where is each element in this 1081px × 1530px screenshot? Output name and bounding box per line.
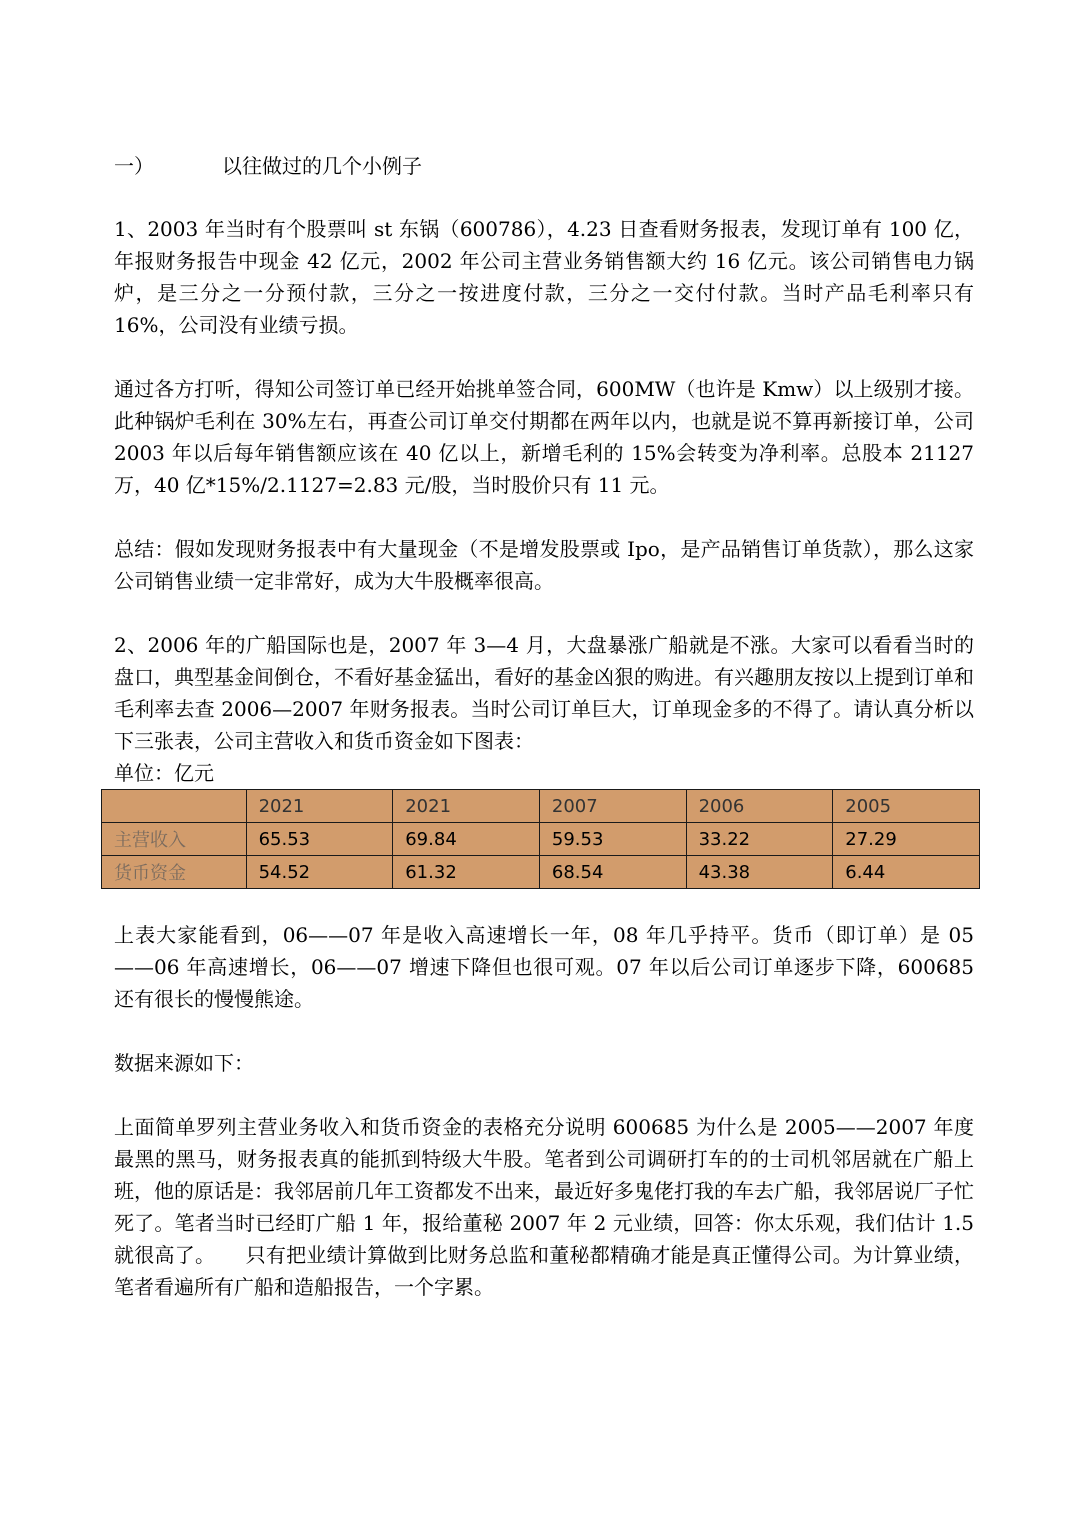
table-cell: 65.53 xyxy=(246,823,393,856)
table-cell: 69.84 xyxy=(393,823,540,856)
table-cell: 68.54 xyxy=(539,856,686,889)
table-header-cell: 2021 xyxy=(393,790,540,823)
paragraph-example-2: 2、2006 年的广船国际也是，2007 年 3—4 月，大盘暴涨广船就是不涨。大家可以看看当时的盘口，典型基金间倒仓，不看好基金猛出，看好的基金凶狠的购进。有兴趣朋友按以上提到订单和毛利率去查 2006—2007 年财务报表。当时公司订单巨大，订单现金多的不得了。请认真分析以下三张表，公司主营收入和货币资金如下图表： xyxy=(114,633,974,753)
paragraph-example-1: 1、2003 年当时有个股票叫 st 东锅（600786），4.23 日查看财务报表，发现订单有 100 亿，年报财务报告中现金 42 亿元，2002 年公司主营业务销售额大约 16 亿元。该公司销售电力锅炉，是三分之一分预付款，三分之一按进度付款，三分之一交付付款。当时产品毛利率只有 16%，公司没有业绩亏损。 xyxy=(114,217,974,337)
table-unit-label: 单位：亿元 xyxy=(114,761,214,785)
paragraph-conclusion: 上面简单罗列主营业务收入和货币资金的表格充分说明 600685 为什么是 2005——2007 年度最黑的黑马，财务报表真的能抓到特级大牛股。笔者到公司调研打车的的士司机邻居就在广船上班，他的原话是：我邻居前几年工资都发不出来，最近好多鬼佬打我的车去广船，我邻居说厂子忙死了。笔者当时已经盯广船 1 年，报给董秘 2007 年 2 元业绩，回答：你太乐观，我们估计 1.5 就很高了。 只有把业绩计算做到比财务总监和董秘都精确才能是真正懂得公司。为计算业绩，笔者看遍所有广船和造船报告，一个字累。 xyxy=(114,1115,974,1299)
table-cell: 59.53 xyxy=(539,823,686,856)
table-cell: 6.44 xyxy=(833,856,980,889)
table-cell: 27.29 xyxy=(833,823,980,856)
section-number: 一） xyxy=(114,154,154,178)
table-header-cell xyxy=(102,790,247,823)
table-header-row xyxy=(102,790,980,823)
table-header-cell: 2006 xyxy=(686,790,833,823)
table-row xyxy=(102,823,980,856)
table-row xyxy=(102,856,980,889)
paragraph-analysis: 通过各方打听，得知公司签订单已经开始挑单签合同，600MW（也许是 Kmw）以上级别才接。此种锅炉毛利在 30%左右，再查公司订单交付期都在两年以内，也就是说不算再新接订单，公司 2003 年以后每年销售额应该在 40 亿以上，新增毛利的 15%会转变为净利率。总股本 21127 万，40 亿*15%/2.1127=2.83 元/股，当时股价只有 11 元。 xyxy=(114,377,974,497)
table-header-cell: 2007 xyxy=(539,790,686,823)
section-title: 以往做过的几个小例子 xyxy=(222,154,422,178)
paragraph-data-source: 数据来源如下： xyxy=(114,1051,254,1075)
table-header-cell: 2005 xyxy=(833,790,980,823)
section-heading xyxy=(114,150,974,182)
document-page xyxy=(114,150,974,1335)
row-label-main-revenue: 主营收入 xyxy=(102,823,247,856)
paragraph-table-commentary: 上表大家能看到，06——07 年是收入高速增长一年，08 年几乎持平。货币（即订单）是 05——06 年高速增长，06——07 增速下降但也很可观。07 年以后公司订单逐步下降，600685 还有很长的慢慢熊途。 xyxy=(114,923,974,1011)
table-cell: 54.52 xyxy=(246,856,393,889)
paragraph-summary: 总结：假如发现财务报表中有大量现金（不是增发股票或 Ipo，是产品销售订单货款），那么这家公司销售业绩一定非常好，成为大牛股概率很高。 xyxy=(114,537,974,593)
row-label-monetary-funds: 货币资金 xyxy=(102,856,247,889)
financial-table xyxy=(101,789,980,889)
table-cell: 33.22 xyxy=(686,823,833,856)
table-cell: 43.38 xyxy=(686,856,833,889)
table-header-cell: 2021 xyxy=(246,790,393,823)
table-cell: 61.32 xyxy=(393,856,540,889)
